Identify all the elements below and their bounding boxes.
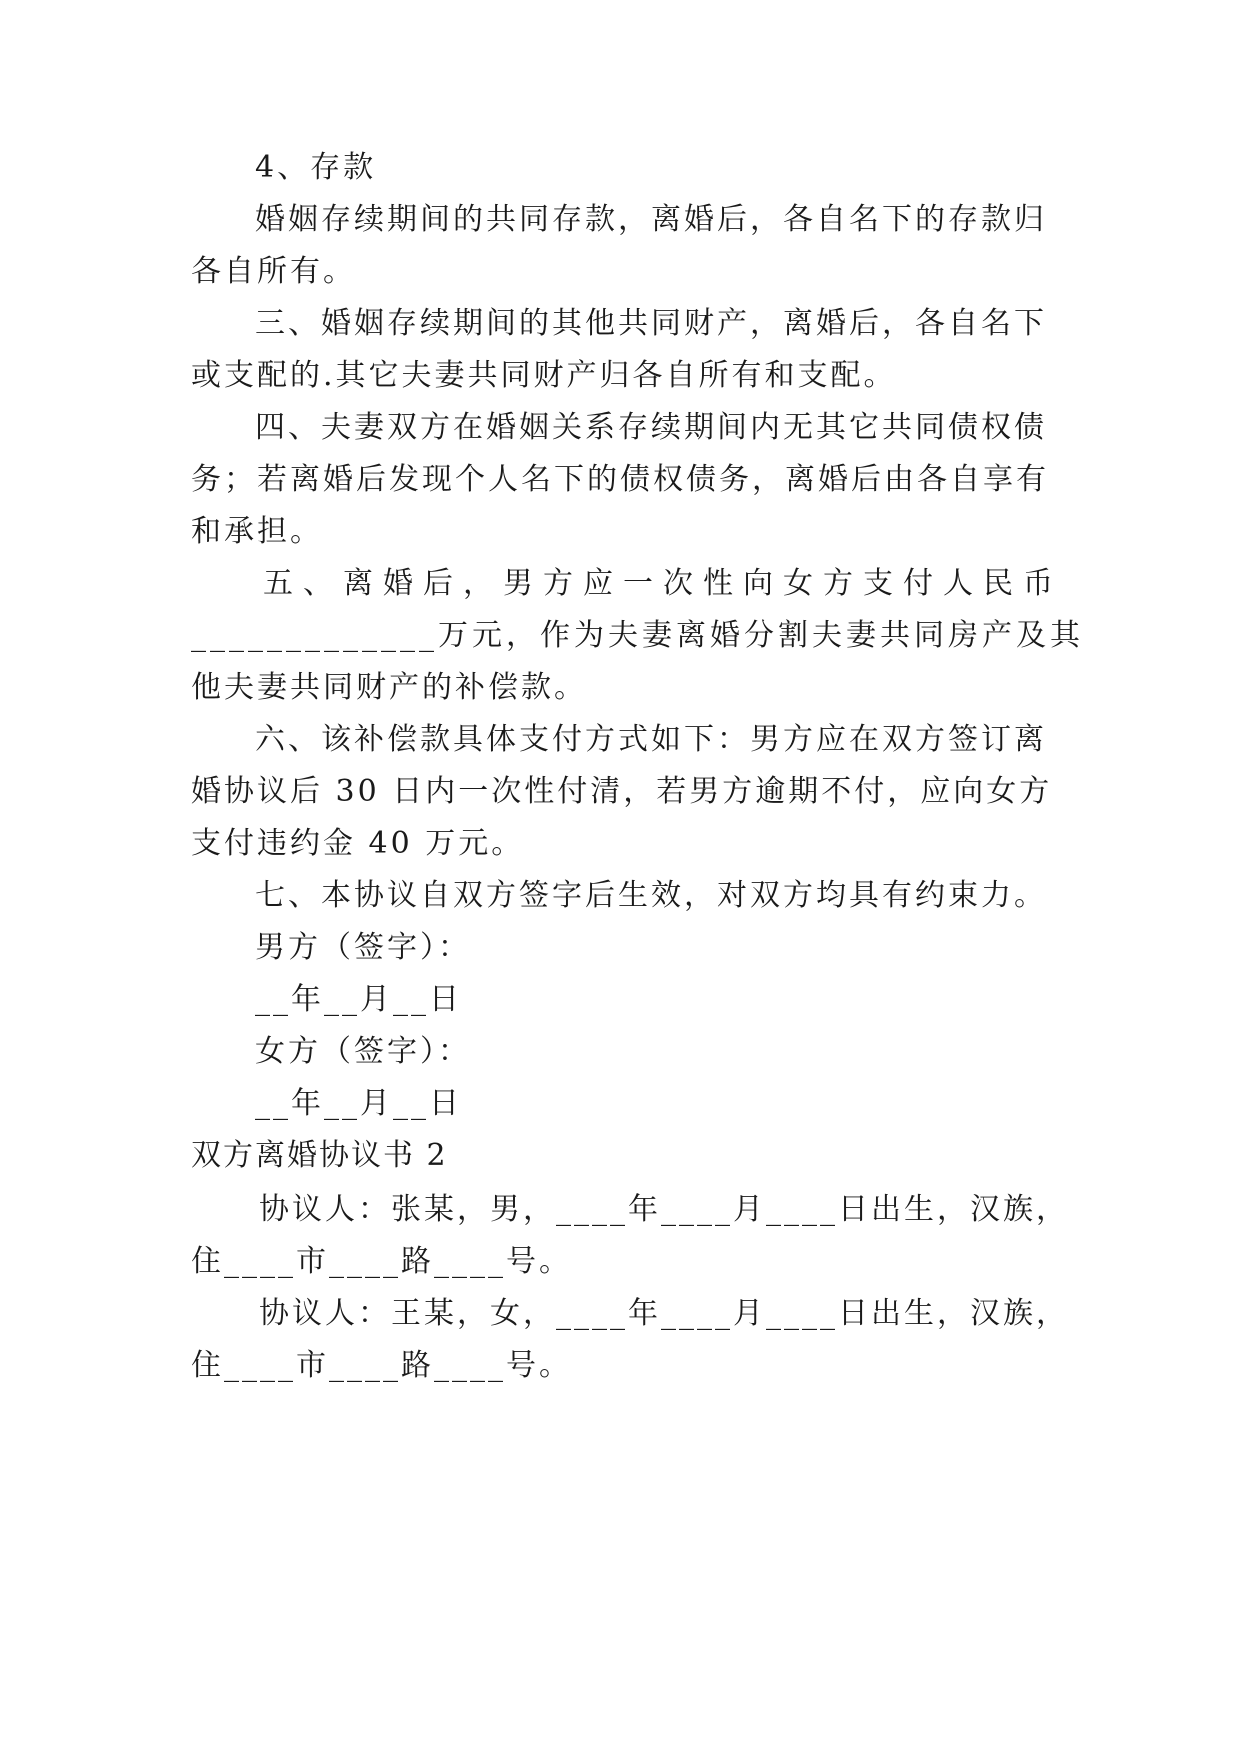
clause-six-line-2: 婚协议后 30 日内一次性付清，若男方逾期不付，应向女方 (191, 774, 1053, 809)
party-one-line-2: 住____市____路____号。 (191, 1244, 572, 1279)
husband-signature-date: __年__月__日 (255, 982, 462, 1017)
husband-signature-label: 男方（签字）： (255, 930, 471, 965)
clause-three-line-1: 三、婚姻存续期间的其他共同财产，离婚后，各自名下 (255, 306, 1047, 341)
clause-five-line-3: 他夫妻共同财产的补偿款。 (191, 670, 587, 705)
wife-signature-label: 女方（签字）： (255, 1034, 471, 1069)
party-one-line-1: 协议人：张某，男，____年____月____日出生，汉族， (259, 1192, 1069, 1227)
party-two-line-1: 协议人：王某，女，____年____月____日出生，汉族， (259, 1296, 1069, 1331)
deposit-paragraph-line-1: 婚姻存续期间的共同存款，离婚后，各自名下的存款归 (255, 202, 1047, 237)
clause-seven: 七、本协议自双方签字后生效，对双方均具有约束力。 (255, 878, 1047, 913)
clause-four-line-3: 和承担。 (191, 514, 323, 549)
clause-four-line-2: 务；若离婚后发现个人名下的债权债务，离婚后由各自享有 (191, 462, 1049, 497)
section-deposit-heading: 4、存款 (255, 150, 377, 185)
clause-six-line-3: 支付违约金 40 万元。 (191, 826, 525, 861)
agreement-two-title: 双方离婚协议书 2 (191, 1138, 448, 1173)
clause-four-line-1: 四、夫妻双方在婚姻关系存续期间内无其它共同债权债 (255, 410, 1047, 445)
wife-signature-date: __年__月__日 (255, 1086, 462, 1121)
deposit-paragraph-line-2: 各自所有。 (191, 254, 356, 289)
clause-six-line-1: 六、该补偿款具体支付方式如下：男方应在双方签订离 (255, 722, 1047, 757)
clause-three-line-2: 或支配的.其它夫妻共同财产归各自所有和支配。 (191, 358, 897, 393)
party-two-line-2: 住____市____路____号。 (191, 1348, 572, 1383)
clause-five-line-2: _____________万元，作为夫妻离婚分割夫妻共同房产及其 (191, 618, 1084, 653)
clause-five-line-1: 五、离婚后，男方应一次性向女方支付人民币 (263, 566, 1063, 601)
